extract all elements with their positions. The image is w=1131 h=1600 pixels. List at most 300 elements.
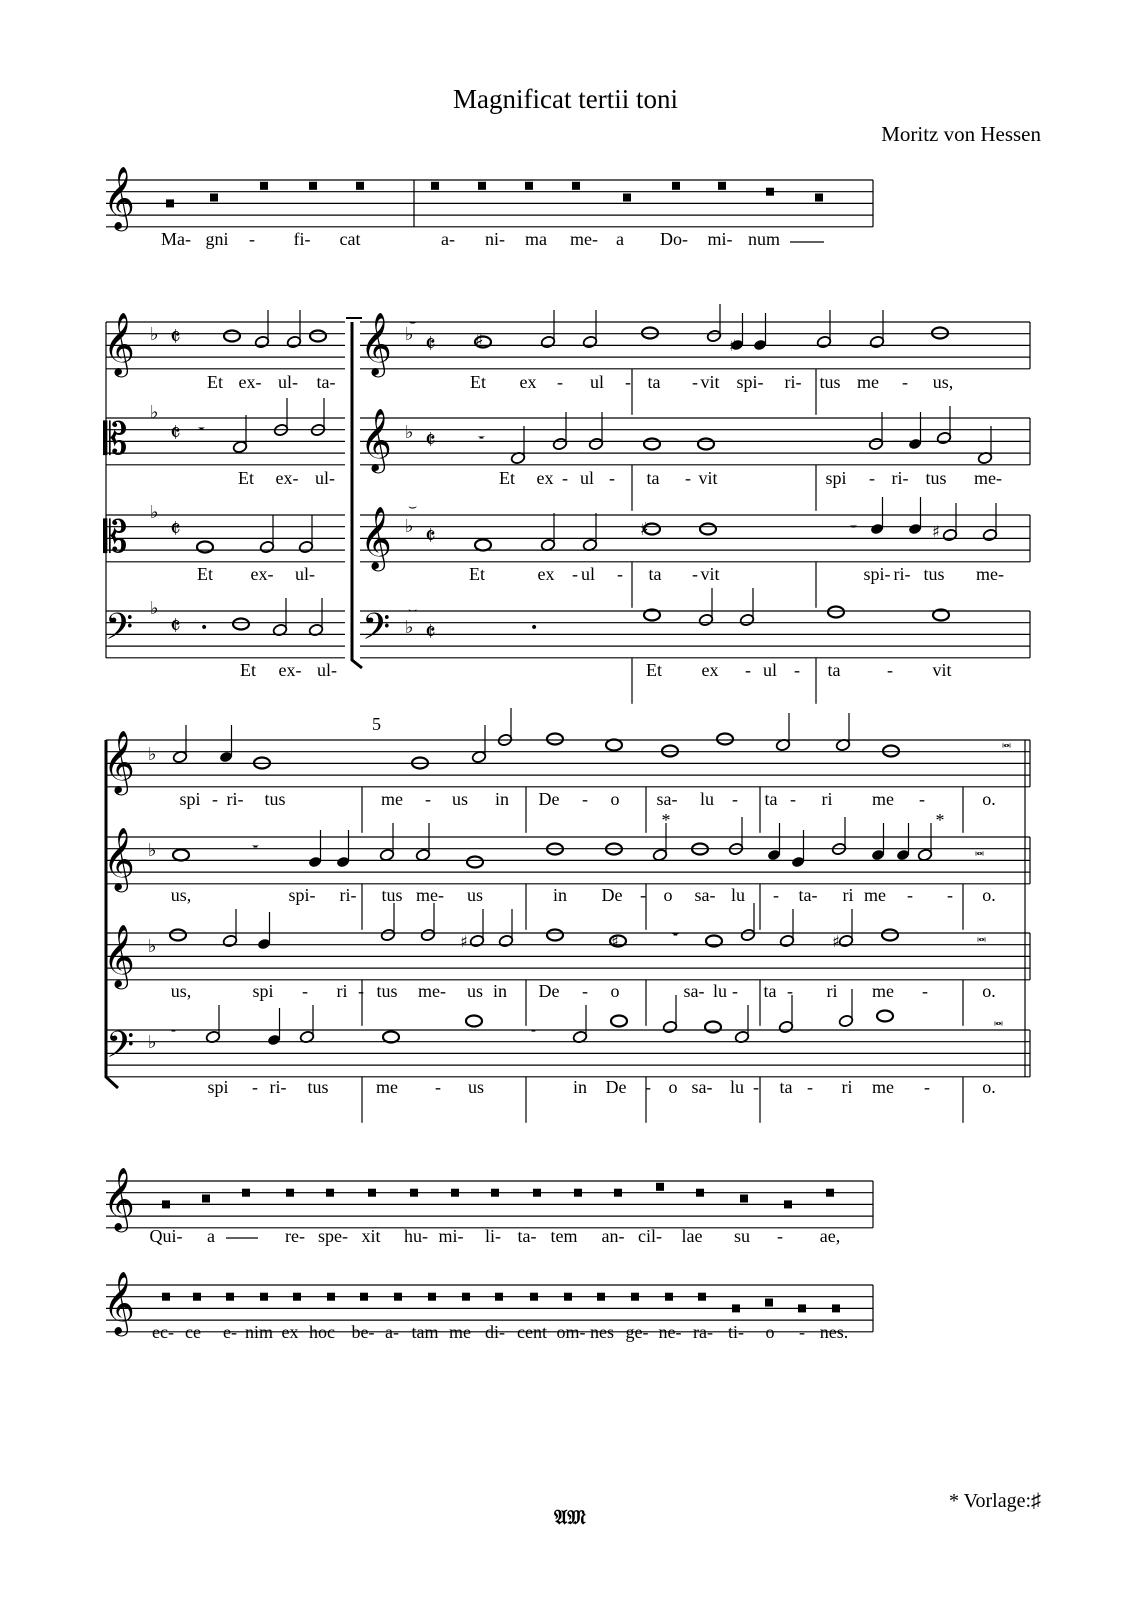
lyric-syllable: us (466, 885, 484, 905)
time-signature-icon: 𝄵 (425, 618, 436, 646)
lyric-syllable: ne- (658, 1322, 682, 1342)
lyric-syllable: Et (469, 564, 485, 584)
chant-note (451, 1189, 459, 1197)
time-signature-icon: 𝄵 (170, 612, 181, 640)
lyric-syllable: - (692, 372, 698, 392)
treble-clef-icon: 𝄞 (103, 730, 135, 793)
chant-note (623, 194, 631, 202)
rest-icon: 𝄻 (530, 1024, 537, 1045)
chant-note (210, 194, 218, 202)
lyric-syllable: ta- (517, 1226, 537, 1246)
lyric-syllable: ex (536, 468, 554, 488)
chant-note (293, 1293, 301, 1301)
chant-note (656, 1183, 664, 1191)
lyric-syllable: nes. (819, 1322, 849, 1342)
lyric-syllable: a- (441, 229, 455, 249)
chant-note (202, 1195, 210, 1203)
whole-note (606, 740, 622, 751)
lyric-syllable: a (616, 229, 624, 249)
lyric-syllable: spi- (288, 885, 316, 905)
lyric-syllable: Et (646, 660, 662, 680)
lyric-syllable: - (582, 981, 588, 1001)
lyric-syllable: fi- (293, 229, 311, 249)
chant-note (326, 1189, 334, 1197)
time-signature-icon: 𝄵 (170, 323, 181, 351)
lyric-syllable: lu (730, 885, 746, 905)
chant-note (784, 1200, 792, 1208)
chant-note (533, 1189, 541, 1197)
lyric-syllable: ta (779, 1077, 793, 1097)
lyric-syllable: - (922, 981, 928, 1001)
whole-note (310, 331, 326, 342)
lyric-syllable: lu (699, 789, 715, 809)
lyric-syllable: vit (700, 372, 720, 392)
lyric-syllable: De (538, 981, 560, 1001)
lyric-syllable: ri (336, 981, 348, 1001)
lyric-syllable: - (919, 789, 925, 809)
chant-note (574, 1189, 582, 1197)
chant-note (356, 182, 364, 190)
lyric-syllable: o. (982, 885, 996, 905)
whole-note (173, 850, 189, 861)
lyric-syllable: be- (351, 1322, 375, 1342)
fermata-icon: ⌣ (408, 602, 418, 618)
chant-note (368, 1189, 376, 1197)
lyric-syllable: De (538, 789, 560, 809)
sharp-sign: ♯ (475, 330, 484, 351)
time-signature-icon: 𝄵 (425, 522, 436, 550)
flat-sign: ♭ (148, 744, 157, 765)
lyric-syllable: ta (764, 789, 778, 809)
treble-clef-icon: 𝄞 (103, 312, 135, 375)
chant-note (462, 1293, 470, 1301)
lyric-syllable: - (887, 660, 893, 680)
rest-icon: 𝄻 (672, 928, 679, 949)
lyric-syllable: tam (411, 1322, 439, 1342)
lyric-syllable: - (212, 789, 218, 809)
lyric-syllable: vit (698, 468, 718, 488)
whole-note (877, 1011, 893, 1022)
lyric-syllable: tus (923, 564, 945, 584)
chant-note (360, 1293, 368, 1301)
lyric-syllable: - (787, 981, 793, 1001)
lyric-syllable: vit (932, 660, 952, 680)
lyric-syllable: me (381, 789, 403, 809)
page-title: Magnificat tertii toni (453, 84, 678, 114)
chant-note (226, 1293, 234, 1301)
lyric-syllable: o (610, 789, 620, 809)
lyric-syllable: - (302, 981, 308, 1001)
lyric-syllable: o (668, 1077, 678, 1097)
lyric-syllable: a- (385, 1322, 399, 1342)
lyric-syllable: tus (819, 372, 841, 392)
lyric-syllable: Et (207, 372, 223, 392)
treble-clef-icon: 𝄞 (360, 408, 392, 471)
chant-note (832, 1304, 840, 1312)
lyric-syllable: xit (361, 1226, 381, 1246)
lyric-syllable: ul (589, 372, 605, 392)
lyric-syllable: ul- (295, 564, 315, 584)
lyric-syllable: ae, (819, 1226, 841, 1246)
lyric-syllable: - (799, 1322, 805, 1342)
flat-sign: ♭ (150, 502, 159, 523)
whole-note (475, 540, 491, 551)
bass-clef-icon: 𝄢 (362, 606, 391, 657)
lyric-syllable: o (765, 1322, 775, 1342)
lyric-syllable: ri- (226, 789, 244, 809)
lyric-syllable: ta (647, 372, 661, 392)
lyric-syllable: tus (307, 1077, 329, 1097)
lyric-syllable: Qui- (149, 1226, 183, 1246)
lyric-syllable: us (467, 1077, 485, 1097)
lyric-syllable: sa- (656, 789, 678, 809)
lyric-syllable: - (617, 564, 623, 584)
chant-note (478, 182, 486, 190)
annotation-asterisk: * (935, 810, 945, 830)
chant-note (672, 182, 680, 190)
lyric-syllable: ri (841, 1077, 853, 1097)
breve-note: 𝅜 (994, 1010, 1004, 1029)
lyric-syllable: in (572, 1077, 588, 1097)
lyric-syllable: lae (681, 1226, 703, 1246)
lyric-syllable: ri- (893, 564, 911, 584)
chant-note (431, 182, 439, 190)
publisher-logo: 𝔄𝔐 (554, 1505, 586, 1529)
sharp-sign: ♯ (611, 932, 619, 951)
lyric-syllable: tus (381, 885, 403, 905)
treble-clef-icon: 𝄞 (103, 827, 135, 890)
lyric-syllable: mi- (438, 1226, 464, 1246)
lyric-syllable: me (864, 885, 886, 905)
lyric-syllable: - (609, 468, 615, 488)
lyric-syllable: e- (223, 1322, 237, 1342)
lyric-syllable: ta- (798, 885, 818, 905)
chant-note (765, 1299, 773, 1307)
lyric-syllable: su (733, 1226, 751, 1246)
lyric-syllable: - (790, 789, 796, 809)
flat-sign: ♭ (405, 422, 414, 443)
flat-sign: ♭ (148, 1032, 157, 1053)
lyric-syllable: ni- (485, 229, 505, 249)
lyric-syllable: me (376, 1077, 398, 1097)
lyric-syllable: - (435, 1077, 441, 1097)
lyric-syllable: ta (827, 660, 841, 680)
lyric-syllable: spi- (863, 564, 891, 584)
sharp-sign: ♯ (932, 522, 940, 541)
lyric-syllable: - (562, 468, 568, 488)
lyric-syllable: - (907, 885, 913, 905)
chant-note (327, 1293, 335, 1301)
time-signature-icon: 𝄵 (170, 419, 181, 447)
lyric-syllable: - (252, 1077, 258, 1097)
lyric-syllable: lu (729, 1077, 745, 1097)
lyric-syllable: spi (252, 981, 274, 1001)
lyric-syllable: - (425, 789, 431, 809)
lyric-syllable: - (685, 468, 691, 488)
lyric-syllable: - (572, 564, 578, 584)
lyric-syllable: tem (550, 1226, 578, 1246)
lyric-syllable: - (582, 789, 588, 809)
chant-note (394, 1293, 402, 1301)
chant-note (732, 1304, 740, 1312)
lyric-syllable: ul- (278, 372, 298, 392)
treble-clef-icon: 𝄞 (103, 1167, 135, 1230)
composer-name: Moritz von Hessen (881, 122, 1041, 146)
chant-note (162, 1200, 170, 1208)
lyric-syllable: lu (712, 981, 728, 1001)
lyric-syllable: ul- (315, 468, 335, 488)
flat-sign: ♭ (405, 324, 414, 345)
lyric-syllable: me (449, 1322, 471, 1342)
lyrics-layer (150, 229, 1004, 1342)
lyric-syllable: - (745, 660, 751, 680)
measure-number: 5 (372, 714, 381, 734)
fermata-icon: ⌣ (408, 314, 418, 330)
breve-note: 𝅜 (977, 926, 987, 945)
lyric-syllable: ri (842, 885, 854, 905)
lyric-syllable: gni (205, 229, 229, 249)
treble-clef-icon: 𝄞 (103, 166, 135, 229)
chant-note (193, 1293, 201, 1301)
annotation-asterisk: * (661, 810, 671, 830)
flat-sign: ♭ (405, 617, 414, 638)
lyric-syllable: ec- (152, 1322, 174, 1342)
lyric-syllable: o (663, 885, 673, 905)
chant-note (260, 182, 268, 190)
breve-note: 𝅜 (1002, 732, 1012, 751)
c-clef-icon: 𝄡 (103, 512, 128, 563)
lyric-syllable: - (794, 660, 800, 680)
lyric-syllable: me (872, 1077, 894, 1097)
lyric-syllable: num (747, 229, 781, 249)
time-signature-icon: 𝄵 (425, 330, 436, 358)
chant-note (572, 182, 580, 190)
rest-icon: 𝄻 (198, 422, 205, 443)
lyric-syllable: - (807, 1077, 813, 1097)
lyric-syllable: - (773, 885, 779, 905)
lyric-syllable: mi- (707, 229, 733, 249)
lyric-syllable: ta (648, 564, 662, 584)
lyric-syllable: ri (821, 789, 833, 809)
treble-clef-icon: 𝄞 (360, 312, 392, 375)
flat-sign: ♭ (148, 840, 157, 861)
chant-note (597, 1293, 605, 1301)
lyric-syllable: - (640, 885, 646, 905)
lyric-syllable: di- (485, 1322, 505, 1342)
chant-note (309, 182, 317, 190)
c-clef-icon: 𝄡 (103, 414, 128, 465)
lyric-syllable: us, (170, 981, 192, 1001)
flat-sign: ♭ (405, 516, 414, 537)
lyric-syllable: cil- (638, 1226, 662, 1246)
lyric-syllable: ex (701, 660, 719, 680)
whole-note (717, 734, 733, 745)
lyric-syllable: ex- (278, 660, 302, 680)
rest-icon: • (530, 620, 539, 636)
sharp-sign: ♯ (640, 519, 649, 540)
rest-icon: 𝄻 (170, 1024, 177, 1045)
lyric-syllable: ge- (625, 1322, 649, 1342)
whole-note (467, 857, 483, 868)
rest-icon: 𝄻 (478, 431, 485, 452)
whole-note (233, 619, 249, 630)
lyric-syllable: Et (470, 372, 486, 392)
chant-note (495, 1293, 503, 1301)
lyric-syllable: ta (646, 468, 660, 488)
whole-note (700, 524, 716, 535)
lyric-syllable: ta (763, 981, 777, 1001)
lyric-syllable: Et (240, 660, 256, 680)
lyric-syllable: cat (339, 229, 361, 249)
chant-note (614, 1189, 622, 1197)
lyric-syllable: ex (281, 1322, 299, 1342)
lyric-syllable: - (732, 981, 738, 1001)
lyric-syllable: o. (982, 789, 996, 809)
lyric-syllable: ri- (269, 1077, 287, 1097)
whole-note (466, 1016, 482, 1027)
lyric-syllable: an- (601, 1226, 625, 1246)
whole-note (644, 439, 660, 450)
lyric-syllable: Et (238, 468, 254, 488)
lyric-syllable: hu- (404, 1226, 428, 1246)
bass-clef-icon: 𝄢 (106, 1024, 135, 1075)
lyric-syllable: - (557, 372, 563, 392)
chant-note (428, 1293, 436, 1301)
chant-note (798, 1304, 806, 1312)
lyric-syllable: ti- (728, 1322, 744, 1342)
lyric-syllable: ma (525, 229, 547, 249)
lyric-syllable: - (777, 1226, 783, 1246)
lyric-syllable: in (492, 981, 508, 1001)
chant-note (242, 1189, 250, 1197)
chant-note (530, 1293, 538, 1301)
treble-clef-icon: 𝄞 (103, 924, 135, 987)
chant-note (525, 182, 533, 190)
lyric-syllable: - (869, 468, 875, 488)
lyric-syllable: - (358, 981, 364, 1001)
chant-note (166, 199, 174, 207)
lyric-syllable: ri- (339, 885, 357, 905)
lyric-syllable: me- (418, 981, 446, 1001)
lyric-syllable: ex- (275, 468, 299, 488)
lyric-syllable: - (924, 1077, 930, 1097)
lyric-syllable: tus (376, 981, 398, 1001)
lyric-syllable: - (902, 372, 908, 392)
whole-note (224, 331, 240, 342)
lyric-syllable: tus (925, 468, 947, 488)
lyric-syllable: me (872, 981, 894, 1001)
rest-icon: • (200, 620, 209, 636)
chant-note (286, 1189, 294, 1197)
lyric-syllable: in (494, 789, 510, 809)
whole-note (642, 328, 658, 339)
whole-note (197, 542, 213, 553)
lyric-syllable: us (466, 981, 484, 1001)
lyric-syllable: - (625, 372, 631, 392)
lyric-syllable: spi (825, 468, 847, 488)
lyric-syllable: - (249, 229, 255, 249)
lyric-syllable: spe- (318, 1226, 348, 1246)
chant-note (815, 194, 823, 202)
lyric-syllable: ex (519, 372, 537, 392)
whole-note (547, 734, 563, 745)
bass-clef-icon: 𝄢 (105, 606, 134, 657)
lyric-syllable: ex (537, 564, 555, 584)
lyric-syllable: - (692, 564, 698, 584)
whole-note (828, 607, 844, 618)
lyric-syllable: me- (974, 468, 1002, 488)
lyric-syllable: us (451, 789, 469, 809)
lyric-syllable: me- (570, 229, 598, 249)
lyric-syllable: De (605, 1077, 627, 1097)
lyric-syllable: om- (556, 1322, 586, 1342)
lyric-syllable: cent (517, 1322, 547, 1342)
lyric-syllable: me- (416, 885, 444, 905)
chant-note (740, 1195, 748, 1203)
sharp-sign: ♯ (460, 932, 468, 951)
breve-note: 𝅜 (975, 840, 985, 859)
fermata-icon: ⌣ (408, 499, 418, 515)
chant-note (162, 1293, 170, 1301)
time-signature-icon: 𝄵 (170, 515, 181, 543)
lyric-syllable: - (753, 1077, 759, 1097)
lyric-syllable: in (552, 885, 568, 905)
whole-note (383, 1032, 399, 1043)
lyric-syllable: - (732, 789, 738, 809)
flat-sign: ♭ (148, 936, 157, 957)
chant-note (665, 1293, 673, 1301)
rest-icon: 𝄻 (850, 520, 857, 541)
lyric-syllable: tus (264, 789, 286, 809)
lyric-syllable: ri (826, 981, 838, 1001)
sharp-sign: ♯ (729, 336, 737, 355)
lyric-syllable: a (207, 1226, 215, 1246)
chant-note (766, 188, 774, 196)
lyric-syllable: ul- (317, 660, 337, 680)
whole-note (547, 930, 563, 941)
sharp-sign: ♯ (832, 932, 840, 951)
lyric-syllable: ul (580, 564, 596, 584)
flat-sign: ♭ (150, 598, 159, 619)
lyric-syllable: ce (185, 1322, 201, 1342)
lyric-syllable: ex- (250, 564, 274, 584)
lyric-syllable: me (857, 372, 879, 392)
lyric-syllable: Et (499, 468, 515, 488)
lyric-syllable: ta- (316, 372, 336, 392)
lyric-syllable: us, (170, 885, 192, 905)
lyric-syllable: vit (700, 564, 720, 584)
lyric-syllable: ra- (693, 1322, 713, 1342)
lyric-syllable: spi (207, 1077, 229, 1097)
lyric-syllable: Et (197, 564, 213, 584)
lyric-syllable: re- (285, 1226, 305, 1246)
flat-sign: ♭ (150, 402, 159, 423)
footnote: * Vorlage:♯ (948, 1490, 1041, 1512)
lyric-syllable: Do- (660, 229, 688, 249)
lyric-syllable: o. (982, 1077, 996, 1097)
lyric-syllable: spi (179, 789, 201, 809)
whole-note (882, 930, 898, 941)
rest-icon: 𝄻 (252, 840, 259, 861)
chant-note (718, 182, 726, 190)
lyric-syllable: sa- (694, 885, 716, 905)
chant-note (698, 1293, 706, 1301)
lyric-syllable: o. (982, 981, 996, 1001)
time-signature-icon: 𝄵 (425, 426, 436, 454)
treble-clef-icon: 𝄞 (103, 1271, 135, 1334)
chant-note (260, 1293, 268, 1301)
lyric-syllable: me- (976, 564, 1004, 584)
